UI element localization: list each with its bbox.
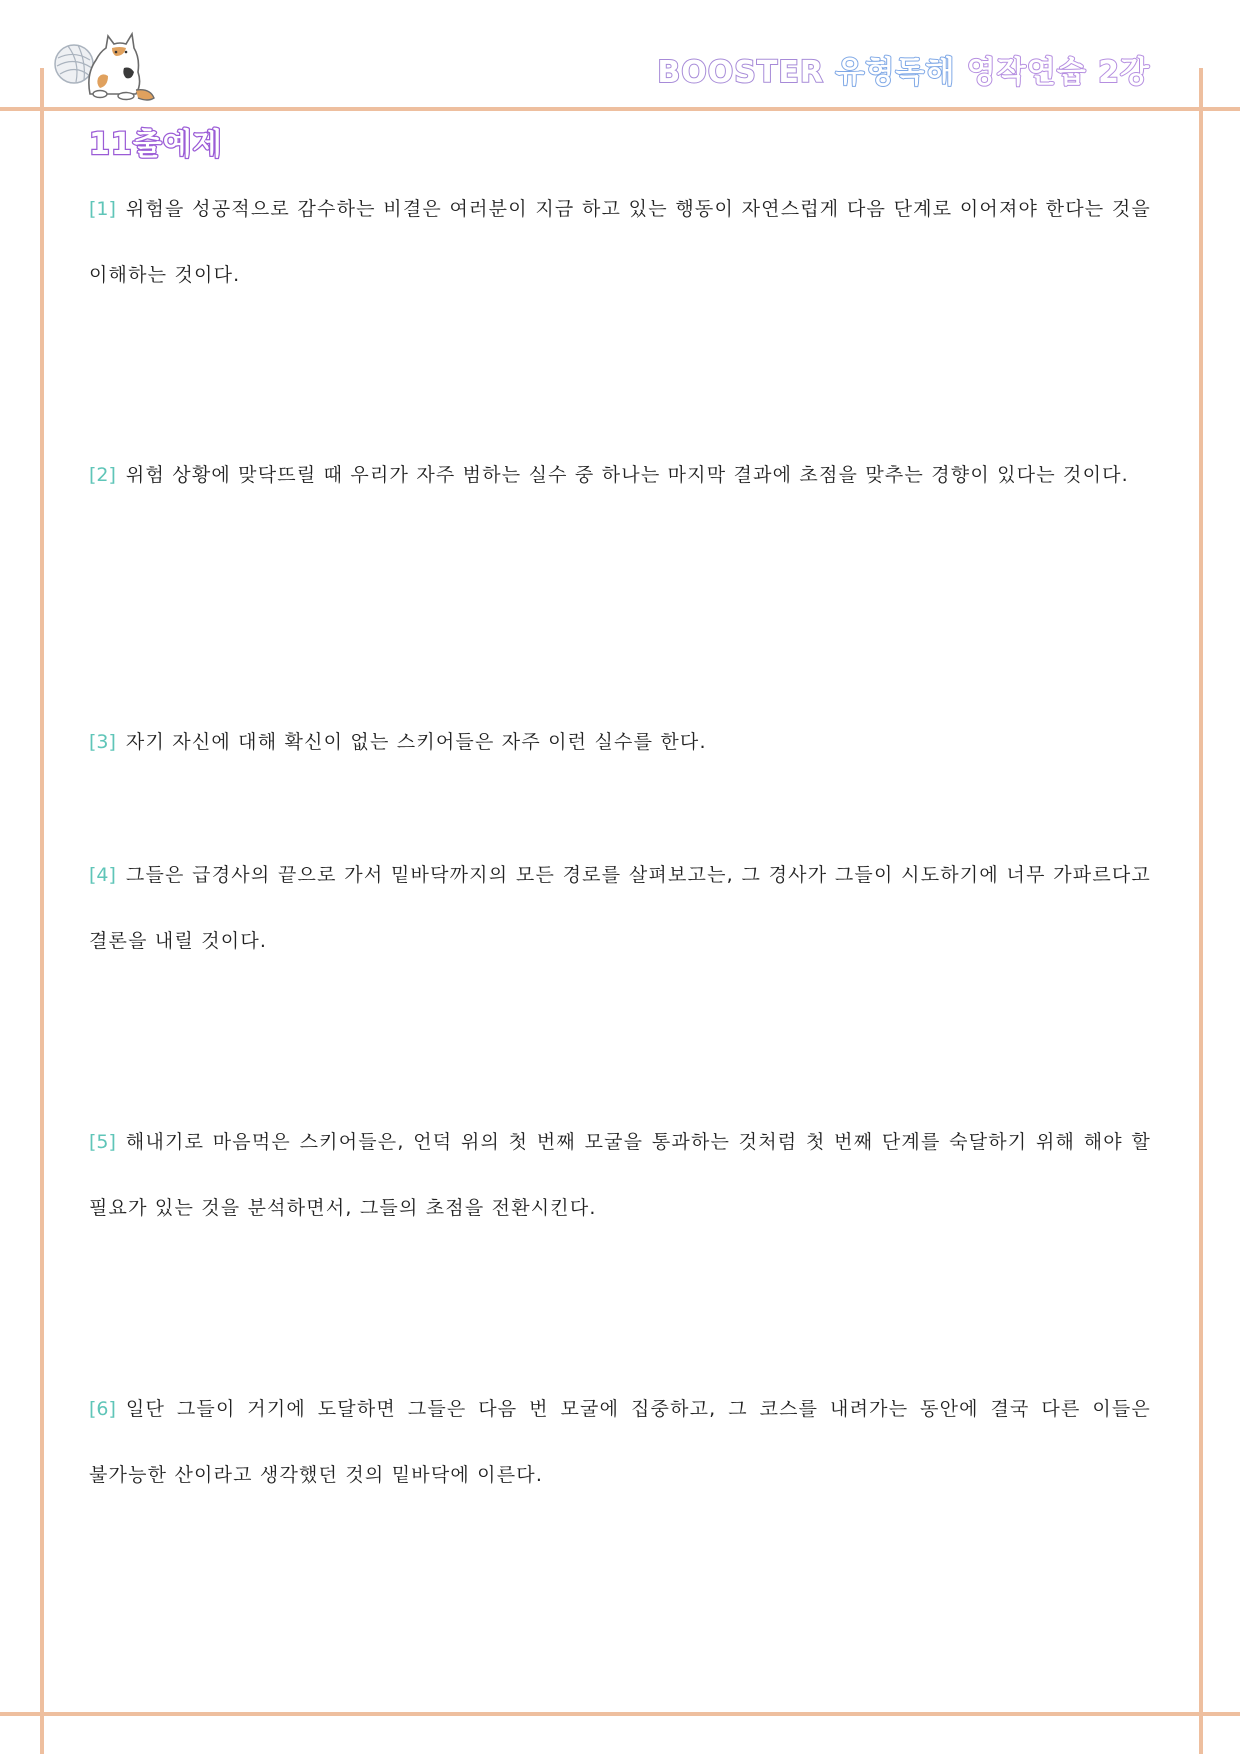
- right-margin-line: [1199, 68, 1203, 1754]
- sentence-number: [5]: [89, 1131, 116, 1153]
- section-heading: 11출예제: [89, 127, 223, 162]
- sentence-item: [89, 709, 1151, 775]
- sentence-text: 해내기로 마음먹은 스키어들은, 언덕 위의 첫 번째 모굴을 통과하는 것처럼 첫 번째 단계를 숙달하기 위해 해야 할 필요가 있는 것을 분석하면서, 그들의 초점을 전환시킨다.: [89, 1131, 1151, 1219]
- sentence-item: [89, 842, 1151, 974]
- sentence-number: [3]: [89, 731, 116, 753]
- footer-divider-line: [0, 1712, 1240, 1716]
- header-divider-line: [0, 107, 1240, 111]
- sentence-item: [89, 1109, 1151, 1241]
- sentence-text: 위험 상황에 맞닥뜨릴 때 우리가 자주 범하는 실수 중 하나는 마지막 결과에 초점을 맞추는 경향이 있다는 것이다.: [125, 464, 1129, 486]
- lesson-label: 영작연습 2강: [966, 55, 1150, 90]
- document-subtitle: 유형독해: [835, 55, 956, 90]
- sentence-item: [89, 176, 1151, 308]
- document-title: [657, 55, 1150, 90]
- sentence-text: 위험을 성공적으로 감수하는 비결은 여러분이 지금 하고 있는 행동이 자연스럽게 다음 단계로 이어져야 한다는 것을 이해하는 것이다.: [89, 198, 1151, 286]
- sentence-item: [89, 1376, 1151, 1508]
- left-margin-line: [40, 68, 44, 1754]
- sentence-text: 자기 자신에 대해 확신이 없는 스키어들은 자주 이런 실수를 한다.: [125, 731, 707, 753]
- brand-name: BOOSTER: [657, 55, 824, 90]
- sentence-number: [1]: [89, 198, 116, 220]
- cat-with-yarn-ball-icon: [50, 28, 156, 108]
- sentence-text: 일단 그들이 거기에 도달하면 그들은 다음 번 모굴에 집중하고, 그 코스를 내려가는 동안에 결국 다른 이들은 불가능한 산이라고 생각했던 것의 밑바닥에 이른다.: [89, 1398, 1151, 1486]
- sentence-item: [89, 442, 1151, 508]
- sentence-number: [2]: [89, 464, 116, 486]
- sentence-text: 그들은 급경사의 끝으로 가서 밑바닥까지의 모든 경로를 살펴보고는, 그 경사가 그들이 시도하기에 너무 가파르다고 결론을 내릴 것이다.: [89, 864, 1151, 952]
- sentence-number: [6]: [89, 1398, 116, 1420]
- sentence-number: [4]: [89, 864, 116, 886]
